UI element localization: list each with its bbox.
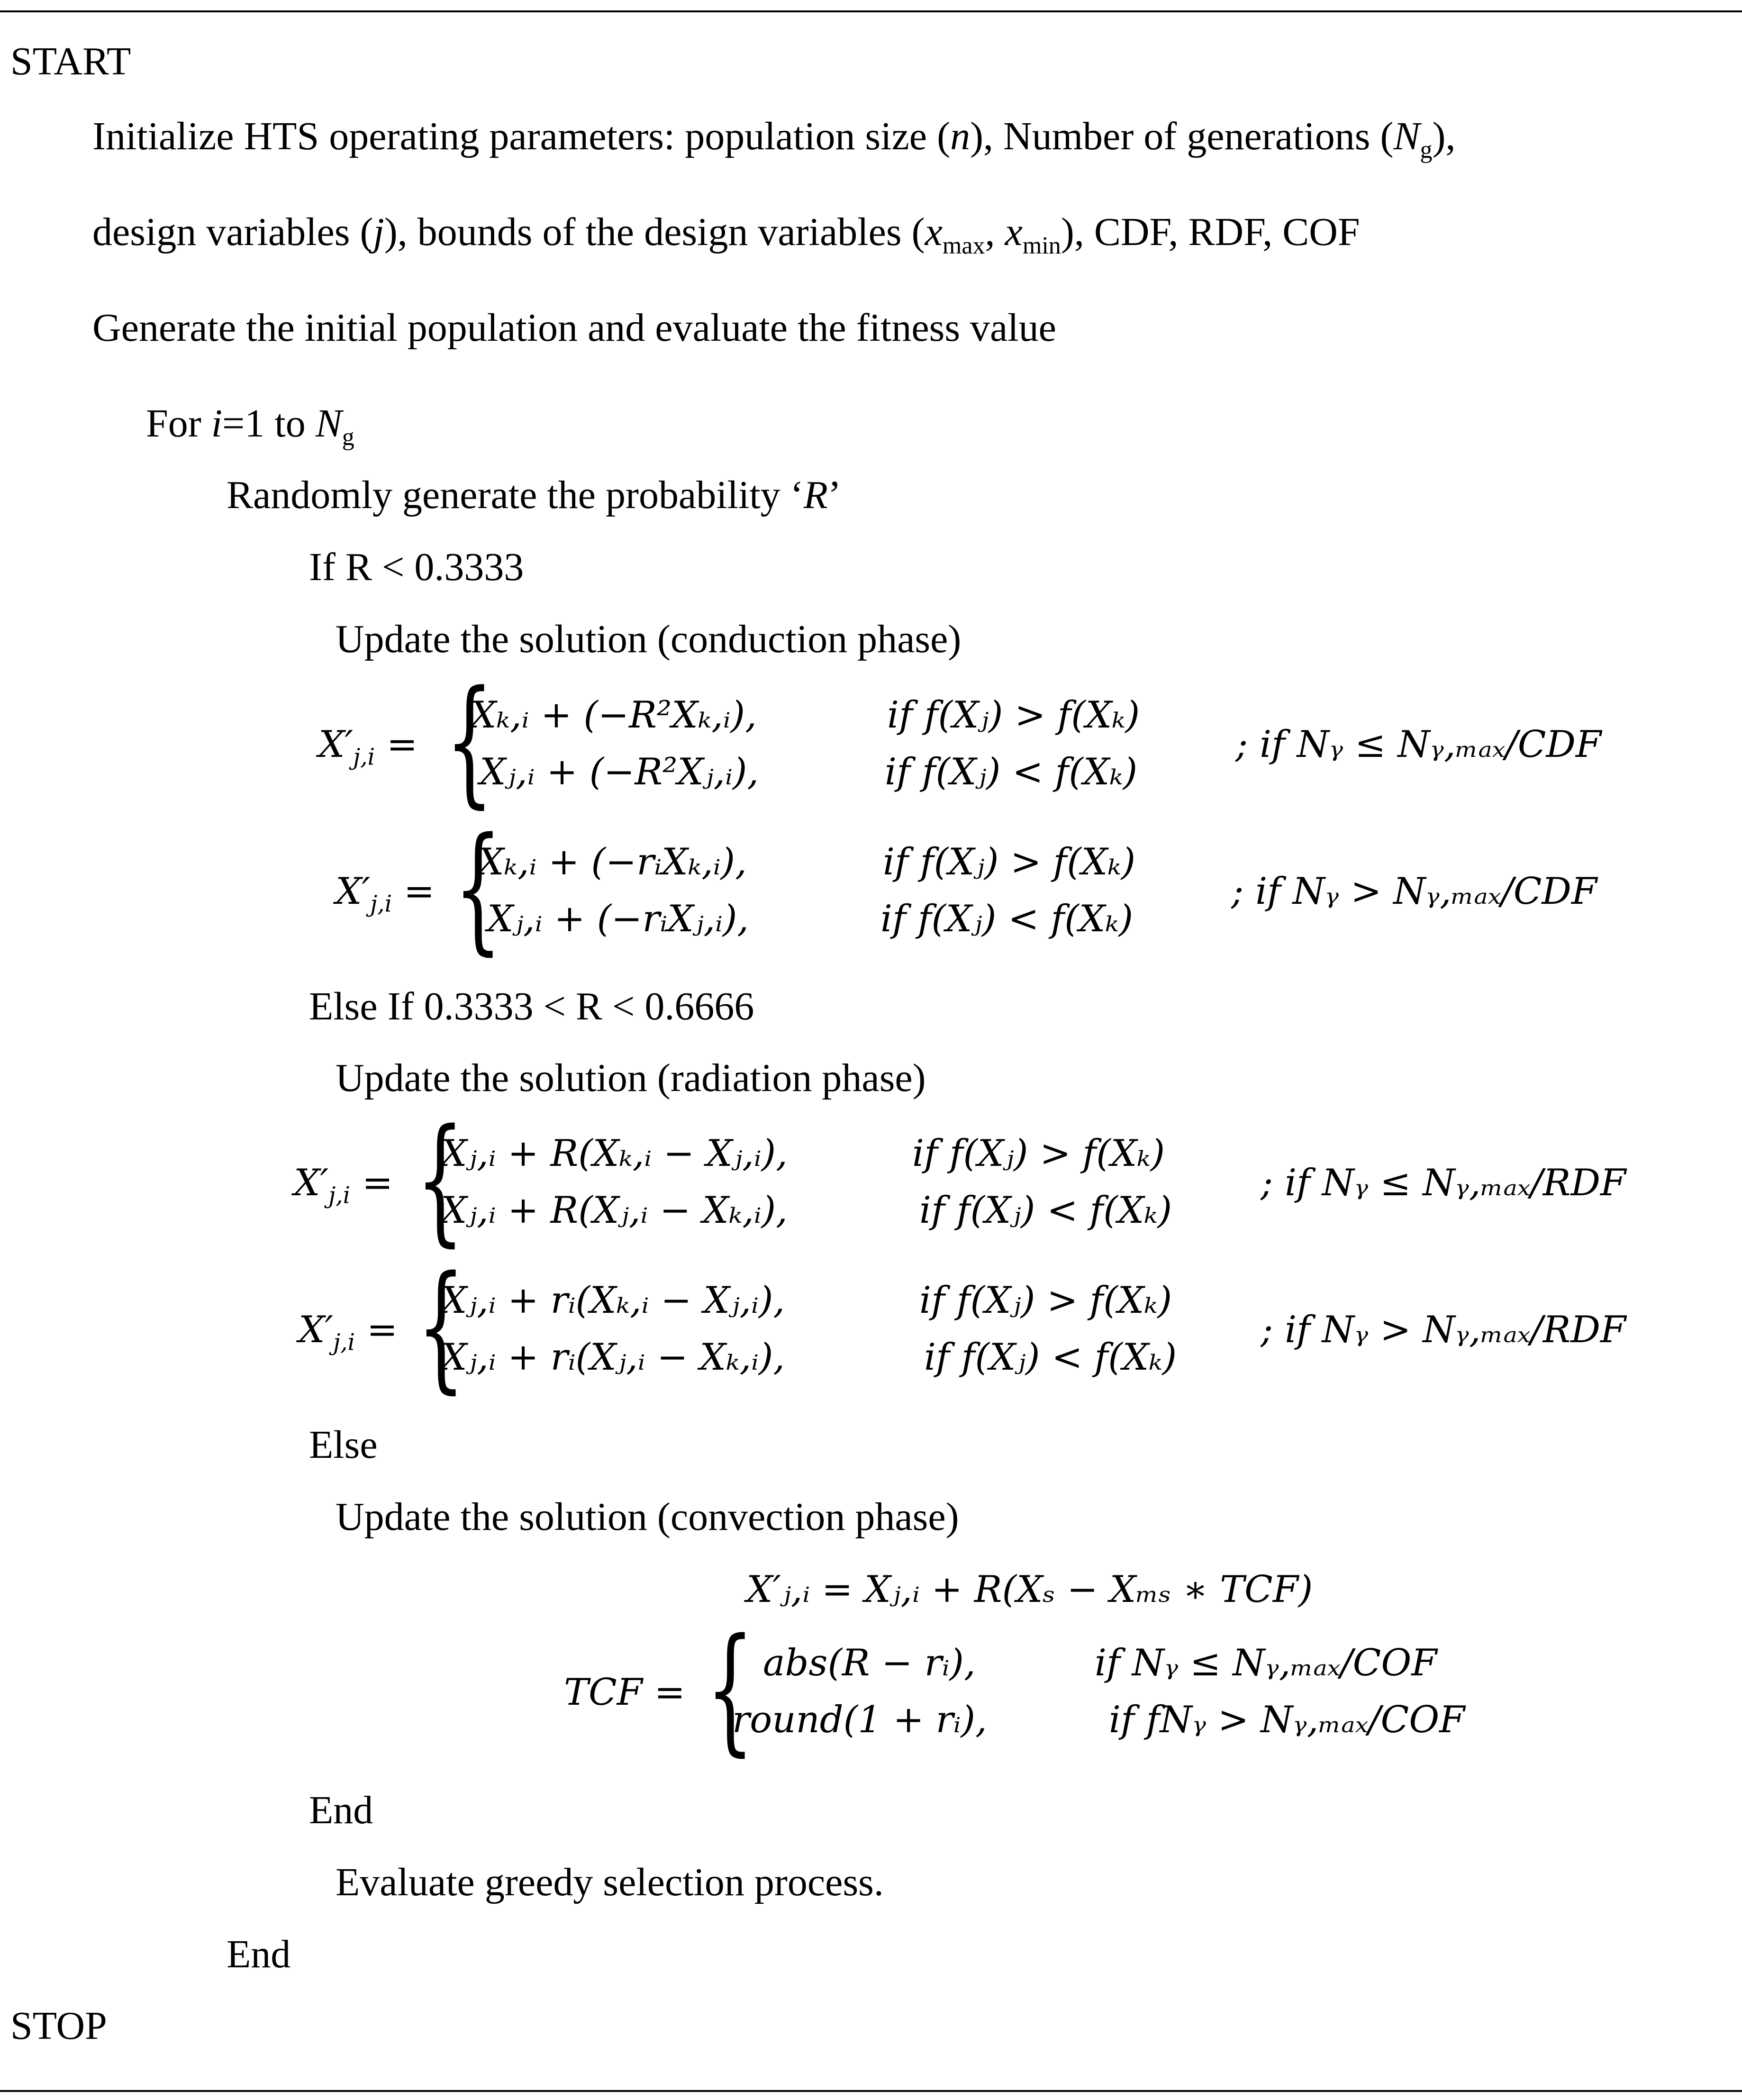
radiation-line: Update the solution (radiation phase) xyxy=(336,1056,926,1100)
generate-line: Generate the initial population and evaluate the fitness value xyxy=(92,306,1056,350)
tcf-equation: TCF = { abs(R − rᵢ), round(1 + rᵢ), if Nᵧ ≤ Nᵧ,ₘₐₓ/COF if fNᵧ > Nᵧ,ₘₐₓ/COF xyxy=(564,1609,1465,1769)
for-loop-line: For i=1 to $N_g$ xyxy=(146,401,354,451)
conduction-line: Update the solution (conduction phase) xyxy=(336,617,962,661)
random-line: Randomly generate the probability ‘R’ xyxy=(227,473,841,517)
conduction-equation-2: $X'_{j,i}$ = { Xₖ,ᵢ + (−rᵢXₖ,ᵢ), Xⱼ,ᵢ + (−rᵢXⱼ,ᵢ), if f(Xⱼ) > f(Xₖ) if f(Xⱼ) < f(Xₖ) ; if Nᵧ > Nᵧ,ₘₐₓ/CDF xyxy=(336,809,1597,968)
start-label: START xyxy=(10,39,131,83)
greedy-line: Evaluate greedy selection process. xyxy=(336,1860,884,1904)
top-rule xyxy=(0,10,1742,12)
convection-equation: X′ⱼ,ᵢ = Xⱼ,ᵢ + R(Xₛ − Xₘₛ ∗ TCF) xyxy=(746,1568,1313,1611)
convection-line: Update the solution (convection phase) xyxy=(336,1495,959,1539)
end-inner-line: End xyxy=(309,1788,373,1832)
conduction-equation-1: $X'_{j,i}$ = { Xₖ,ᵢ + (−R²Xₖ,ᵢ), Xⱼ,ᵢ + (−R²Xⱼ,ᵢ), if f(Xⱼ) > f(Xₖ) if f(Xⱼ) < f(Xₖ) ; if Nᵧ ≤ Nᵧ,ₘₐₓ/CDF xyxy=(318,662,1602,821)
bottom-rule xyxy=(0,2090,1742,2092)
else-line: Else xyxy=(309,1423,378,1467)
if-line: If R < 0.3333 xyxy=(309,545,524,589)
radiation-equation-1: $X'_{j,i}$ = { Xⱼ,ᵢ + R(Xₖ,ᵢ − Xⱼ,ᵢ), Xⱼ,ᵢ + R(Xⱼ,ᵢ − Xₖ,ᵢ), if f(Xⱼ) > f(Xₖ) if f(Xⱼ) < f(Xₖ) ; if Nᵧ ≤ Nᵧ,ₘₐₓ/RDF xyxy=(294,1100,1626,1260)
end-outer-line: End xyxy=(227,1932,291,1976)
stop-label: STOP xyxy=(10,2004,107,2048)
init-line-2: design variables (j), bounds of the design variables ($x_{max}$, $x_{min}$), CDF, RDF, COF xyxy=(92,210,1360,259)
init-line-1: Initialize HTS operating parameters: population size (n), Number of generations $(N_g)$, xyxy=(92,114,1456,164)
radiation-equation-2: $X'_{j,i}$ = { Xⱼ,ᵢ + rᵢ(Xₖ,ᵢ − Xⱼ,ᵢ), Xⱼ,ᵢ + rᵢ(Xⱼ,ᵢ − Xₖ,ᵢ), if f(Xⱼ) > f(Xₖ) if f(Xⱼ) < f(Xₖ) ; if Nᵧ > Nᵧ,ₘₐₓ/RDF xyxy=(299,1247,1626,1407)
elseif-line: Else If 0.3333 < R < 0.6666 xyxy=(309,984,754,1028)
